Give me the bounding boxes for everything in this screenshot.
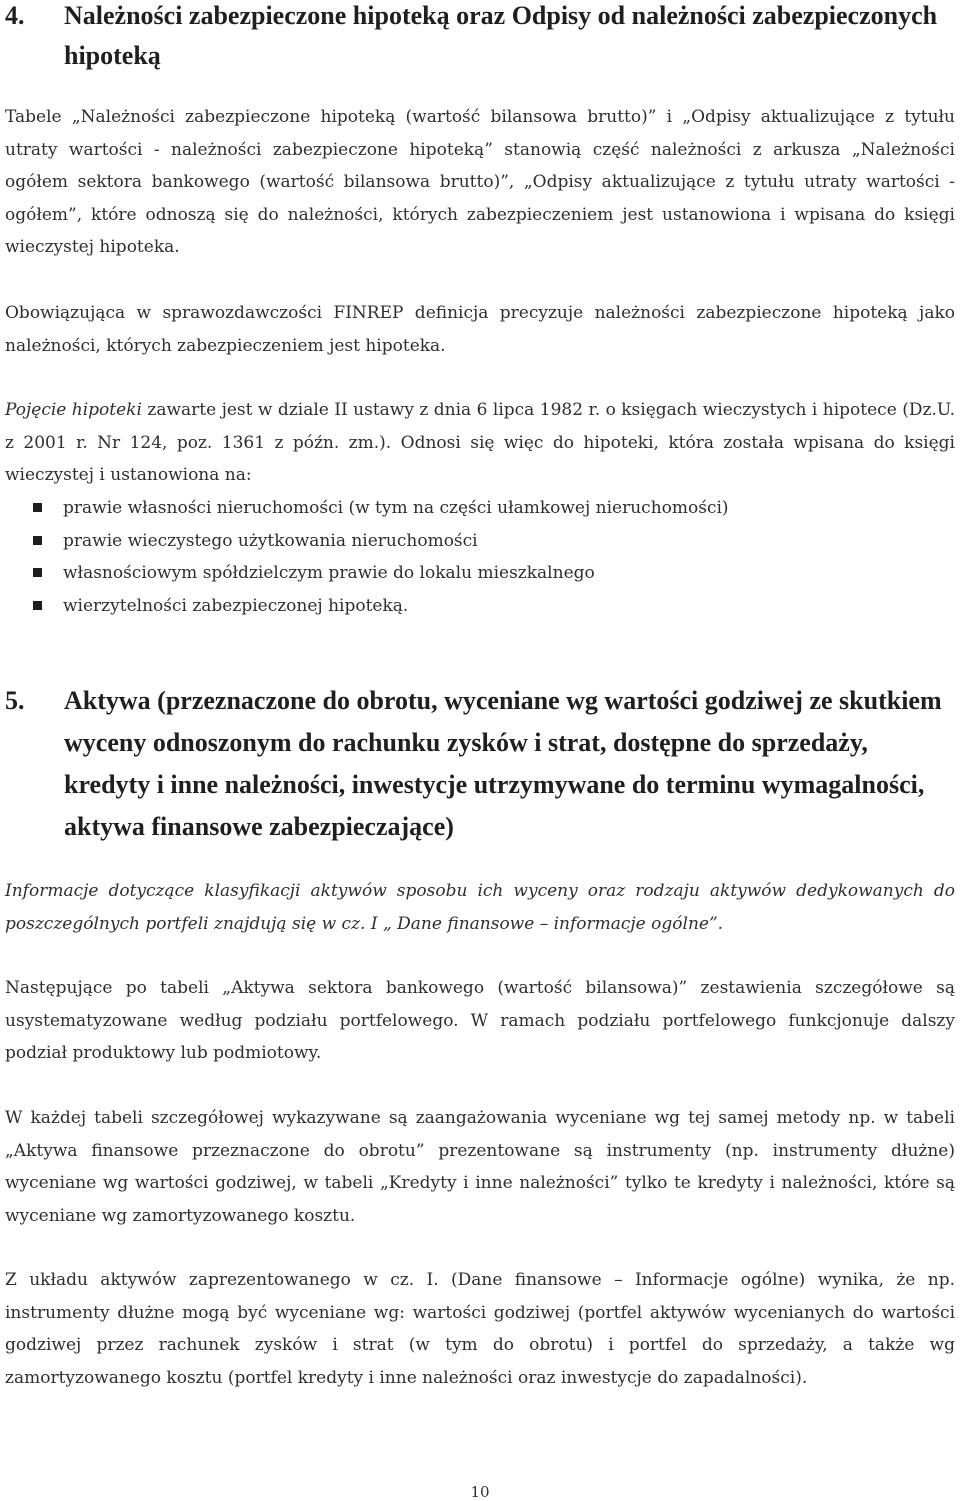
square-bullet-icon <box>33 503 42 512</box>
paragraph-finrep-definition: Obowiązująca w sprawozdawczości FINREP definicja precyzuje należności zabezpieczone hipoteką jako należności, których zabezpieczeniem jest hipoteka. <box>5 303 955 356</box>
mortgage-concept-term: Pojęcie hipoteki <box>5 400 142 420</box>
mortgage-rights-list <box>5 492 955 622</box>
square-bullet-icon <box>33 568 42 577</box>
square-bullet-icon <box>33 601 42 610</box>
section-4-title: Należności zabezpieczone hipoteką oraz Odpisy od należności zabezpieczonych hipoteką <box>64 1 938 70</box>
paragraph-debt-instruments: Z układu aktywów zaprezentowanego w cz. I. (Dane finansowe – Informacje ogólne) wynika, że np. instrumenty dłużne mogą być wyceniane wg: wartości godziwej (portfel aktywów wycenianych do wartości godziwej przez rachunek zysków i strat (w tym do obrotu) i portfel do sprzedaży, a także wg zamortyzowanego kosztu (portfel kredyty i inne należności oraz inwestycje do zapadalności). <box>5 1270 955 1388</box>
paragraph-classification-note: Informacje dotyczące klasyfikacji aktywów sposobu ich wyceny oraz rodzaju aktywów dedykowanych do poszczególnych portfeli znajdują się w cz. I „ Dane finansowe – informacje ogólne”. <box>5 881 955 934</box>
section-5-heading <box>5 680 955 848</box>
paragraph-mortgage-concept <box>5 394 955 492</box>
paragraph-valuation-method: W każdej tabeli szczegółowej wykazywane są zaangażowania wyceniane wg tej samej metody np. w tabeli „Aktywa finansowe przeznaczone do obrotu” prezentowane są instrumenty (np. instrumenty dłużne) wyceniane wg wartości godziwej, w tabeli „Kredyty i inne należności” tylko te kredyty i należności, które są wyceniane wg zamortyzowanego kosztu. <box>5 1108 955 1226</box>
list-item <box>5 590 955 623</box>
page-number: 10 <box>470 1483 490 1501</box>
paragraph-portfolio-breakdown: Następujące po tabeli „Aktywa sektora bankowego (wartość bilansowa)” zestawienia szczegółowe są usystematyzowane według podziału portfelowego. W ramach podziału portfelowego funkcjonuje dalszy podział produktowy lub podmiotowy. <box>5 978 955 1063</box>
list-item-text: prawie własności nieruchomości (w tym na części ułamkowej nieruchomości) <box>63 498 729 518</box>
section-5-title: Aktywa (przeznaczone do obrotu, wyceniane wg wartości godziwej ze skutkiem wyceny odnoszonym do rachunku zysków i strat, dostępne do sprzedaży, kredyty i inne należności, inwestycje utrzymywane do terminu wymagalności, aktywa finansowe zabezpieczające) <box>64 686 942 841</box>
list-item-text: wierzytelności zabezpieczonej hipoteką. <box>63 595 409 616</box>
list-item <box>5 525 955 558</box>
list-item-text: prawie wieczystego użytkowania nieruchomości <box>63 530 478 551</box>
section-5-number: 5. <box>5 686 25 715</box>
square-bullet-icon <box>33 536 42 545</box>
list-item <box>5 492 955 525</box>
section-4-heading <box>5 0 955 76</box>
mortgage-concept-text: zawarte jest w dziale II ustawy z dnia 6 lipca 1982 r. o księgach wieczystych i hipotece (Dz.U. z 2001 r. Nr 124, poz. 1361 z późn. zm.). Odnosi się więc do hipoteki, która została wpisana do księgi wieczystej i ustanowiona na: <box>5 400 955 485</box>
paragraph-tables-description: Tabele „Należności zabezpieczone hipoteką (wartość bilansowa brutto)” i „Odpisy aktualizujące z tytułu utraty wartości - należności zabezpieczone hipoteką” stanowią część należności z arkusza „Należności ogółem sektora bankowego (wartość bilansowa brutto)”, „Odpisy aktualizujące z tytułu utraty wartości - ogółem”, które odnoszą się do należności, których zabezpieczeniem jest ustanowiona i wpisana do księgi wieczystej hipoteka. <box>5 107 955 257</box>
section-4-number: 4. <box>5 1 25 30</box>
list-item <box>5 557 955 590</box>
list-item-text: własnościowym spółdzielczym prawie do lokalu mieszkalnego <box>63 563 595 583</box>
